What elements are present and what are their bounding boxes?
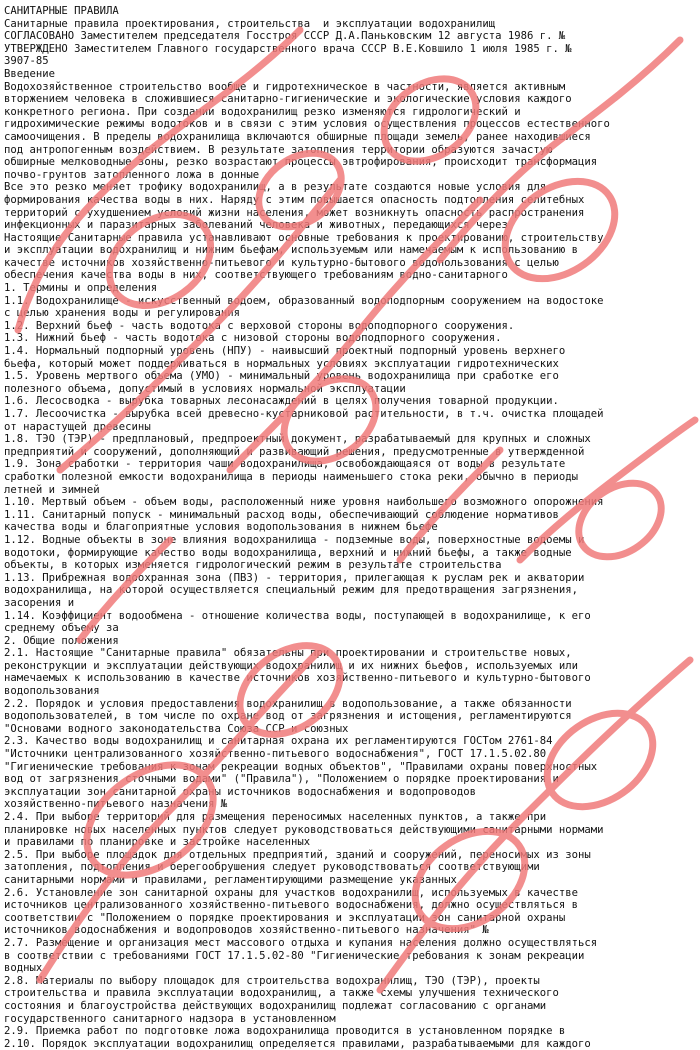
document-line: САНИТАРНЫЕ ПРАВИЛА bbox=[4, 5, 119, 17]
document-line: под антропогенным воздействием. В результате затопления территории образуются зачастую bbox=[4, 143, 553, 156]
document-line: водопользования bbox=[4, 685, 100, 698]
document-line: 1.13. Прибрежная водоохранная зона (ПВЗ) - территория, прилегающая к руслам рек и акватории bbox=[4, 571, 585, 584]
document-line: 1.9. Зона сработки - территория чаши водохранилища, освобождающаяся от воды в результате bbox=[4, 458, 566, 471]
document-line: государственного санитарного надзора в установленном bbox=[4, 1012, 336, 1025]
document-line: 1.5. Уровень мертвого объема (УМО) - минимальный уровень водохранилища при сработке его bbox=[4, 370, 559, 383]
document-line: 2. Общие положения bbox=[4, 634, 119, 647]
document-line: соответствии с "Положением о порядке проектирования и эксплуатации зон санитарной охраны bbox=[4, 911, 566, 924]
document-line: водотоки, формирующие качество воды водохранилища, верхний и нижний бьефы, а также водные bbox=[4, 546, 572, 559]
document-line: качества воды и благоприятные условия водопользования в нижнем бьефе bbox=[4, 521, 438, 534]
document-line: эксплуатации зон санитарной охраны источников водоснабжения и водопроводов bbox=[4, 785, 476, 798]
document-line: "Источники централизованного хозяйственно-питьевого водоснабжения", ГОСТ 17.1.5.02.80 bbox=[4, 748, 547, 761]
document-line: полезного объема, допустимый в условиях нормальной эксплуатации bbox=[4, 382, 406, 395]
document-line: 2.4. При выборе территорий для размещения переносимых населенных пунктов, а также при bbox=[4, 811, 547, 823]
document-line: 1.3. Нижний бьеф - часть водотока с низовой стороны водоподпорного сооружения. bbox=[4, 332, 502, 345]
document-line: 2.9. Приемка работ по подготовке ложа водохранилища проводится в установленном порядке в bbox=[4, 1025, 566, 1038]
document-line: затопления, подтопления и берегообрушения следует руководствоваться соответствующими bbox=[4, 861, 540, 874]
document-line: строительства и правила эксплуатации водохранилищ, а также схемы улучшения технического bbox=[4, 987, 559, 1000]
document-line: Все это резко меняет трофику водохранилищ, а в результате создаются новые условия для bbox=[4, 181, 547, 194]
document-line: 2.7. Размещение и организация мест массового отдыха и купания населения должно осуществляться bbox=[4, 936, 598, 949]
document-line: и правилами по планировке и застройке населенных bbox=[4, 836, 311, 849]
document-line: хозяйственно-питьевого назначения № bbox=[4, 798, 228, 811]
document-line: в соответствии с требованиями ГОСТ 17.1.5.02-80 "Гигиенические требования к зонам рекреации bbox=[4, 949, 585, 962]
document-line: территорий с ухудшением условий жизни населения, может возникнуть опасность распространения bbox=[4, 206, 585, 219]
document-line: состояния и благоустройства действующих водохранилищ подлежат согласованию с органами bbox=[4, 999, 547, 1012]
document-line: 1.6. Лесосводка - вырубка товарных лесонасаждений в целях получения товарной продукции. bbox=[4, 395, 559, 408]
document-line: конкретного региона. При создании водохранилищ резко изменяются гидрологический и bbox=[4, 105, 521, 118]
document-line: намечаемых к использованию в качестве источников хозяйственно-питьевого и культурно-бытового bbox=[4, 672, 591, 685]
document-line: 2.10. Порядок эксплуатации водохранилищ определяется правилами, разрабатываемыми для каждого bbox=[4, 1037, 591, 1050]
document-line: УТВЕРЖДЕНО Заместителем Главного государственного врача СССР В.Е.Ковшило 1 июля 1985 г. № bbox=[4, 42, 572, 55]
document-line: реконструкции и эксплуатации действующих водохранилищ и их нижних бьефов, используемых или bbox=[4, 659, 579, 672]
document-line: обширные мелководные зоны, резко возрастают процессы эвтрофирования, происходит трансформация bbox=[4, 156, 598, 169]
document-line: водохранилища, на которой осуществляется специальный режим для предотвращения загрязнения, bbox=[4, 584, 579, 597]
document-line: 1.7. Лесоочистка - вырубка всей древесно-кустарниковой растительности, в т.ч. очистка площадей bbox=[4, 408, 604, 420]
document-line: 1.2. Верхний бьеф - часть водотока с верховой стороны водоподпорного сооружения. bbox=[4, 319, 515, 332]
document-line: 2.5. При выборе площадок для отдельных предприятий, зданий и сооружений, переносимых из зоны bbox=[4, 848, 591, 861]
document-line: бьефа, который может поддерживаться в нормальных условиях эксплуатации гидротехнических bbox=[4, 357, 559, 370]
document-line: летней и зимней bbox=[4, 483, 100, 496]
document-line: "Основами водного законодательства Союза ССР и союзных bbox=[4, 722, 349, 735]
document-line: источников водоснабжения и водопроводов хозяйственно-питьевого назначения" № bbox=[4, 924, 489, 937]
document-line: СОГЛАСОВАНО Заместителем председателя Госстроя СССР Д.А.Паньковским 12 августа 1986 г. № bbox=[4, 30, 566, 43]
document-line: источников централизованного хозяйственно-питьевого водоснабжения, должно осуществляться в bbox=[4, 899, 579, 912]
document-line: почво-грунтов затопленного ложа в донные bbox=[4, 168, 260, 181]
document-line: 1.11. Санитарный попуск - минимальный расход воды, обеспечивающий соблюдение нормативов bbox=[4, 508, 559, 521]
document-line: гидрохимические режимы водотоков и в связи с этим условия осуществления процессов естественного bbox=[4, 118, 610, 131]
document-line: 1.1. Водохранилище - искусственный водоем, образованный водоподпорным сооружением на водостоке bbox=[4, 294, 604, 307]
document-line: вод от загрязнения сточными водами" ("Правила"), "Положением о порядке проектирования и bbox=[4, 773, 559, 786]
document-line: с целью хранения воды и регулирования bbox=[4, 307, 240, 320]
document-line: сработки полезной емкости водохранилища в периоды наименьшего стока реки, обычно в периоды bbox=[4, 470, 579, 483]
document-line: засорения и bbox=[4, 596, 75, 609]
document-line: 1.10. Мертвый объем - объем воды, расположенный ниже уровня наибольшего возможного опорожнения bbox=[4, 496, 604, 509]
document-line: Водохозяйственное строительство вообще и гидротехническое в частности, является активным bbox=[4, 80, 566, 93]
document-line: 2.6. Установление зон санитарной охраны для участков водохранилищ, используемых в качестве bbox=[4, 886, 579, 899]
document-line: водопользователей, в том числе по охране вод от загрязнения и истощения, регламентируются bbox=[4, 710, 572, 723]
document-line: 2.8. Материалы по выбору площадок для строительства водохранилищ, ТЭО (ТЭР), проекты bbox=[4, 974, 540, 987]
document-text bbox=[4, 5, 696, 1050]
document-line: 2.3. Качество воды водохранилищ и санитарная охрана их регламентируются ГОСТом 2761-84 bbox=[4, 735, 553, 748]
document-line: предприятий и сооружений, дополняющий и развивающий решения, предусмотренные в утвержденной bbox=[4, 445, 585, 458]
document-line: 3907-85 bbox=[4, 55, 49, 68]
document-line: обеспечения качества воды в них, соответствующего требованиям водно-санитарного bbox=[4, 269, 508, 282]
document-line: 1.4. Нормальный подпорный уровень (НПУ) - наивысший проектный подпорный уровень верхнего bbox=[4, 345, 566, 358]
document-line: самоочищения. В пределы водохранилища включаются обширные площади земель, ранее находившиеся bbox=[4, 130, 591, 143]
document-line: формирования качества воды в них. Наряду с этим повышается опасность подтопления селитебных bbox=[4, 193, 585, 206]
document-line: и эксплуатации водохранилищ и нижним бьефам, используемым или намечаемым к использованию в bbox=[4, 244, 579, 257]
document-line: санитарными нормами и правилами, регламентирующими размещение указанных bbox=[4, 873, 457, 886]
document-line: Санитарные правила проектирования, строительства и эксплуатации водохранилищ bbox=[4, 17, 496, 30]
document-line: качестве источников хозяйственно-питьевого и культурно-бытового водопользования с целью bbox=[4, 256, 559, 269]
document-line: водных bbox=[4, 962, 43, 975]
document-line: от нарастущей древесины bbox=[4, 420, 151, 433]
document-line: 1. Термины и определения bbox=[4, 282, 158, 295]
document-line: инфекционных и паразитарных заболеваний человека и животных, передающихся через bbox=[4, 219, 508, 232]
document-line: 2.2. Порядок и условия предоставления водохранилищ в водопользование, а также обязанности bbox=[4, 697, 572, 710]
document-line: вторжением человека в сложившиеся санитарно-гигиенические и экологические условия каждого bbox=[4, 93, 572, 106]
document-line: планировке новых населенных пунктов следует руководствоваться действующими санитарными нормами bbox=[4, 823, 604, 836]
document-line: объекты, в которых изменяется гидрологический режим в результате строительства bbox=[4, 559, 502, 572]
document-line: "Гигиенические требования к зонам рекреации водных объектов", "Правилами охраны поверхностных bbox=[4, 760, 598, 773]
document-line: среднему объему за bbox=[4, 622, 119, 635]
document-line: 2.1. Настоящие "Санитарные правила" обязательны при проектировании и строительстве новых, bbox=[4, 647, 572, 660]
document-line: Введение bbox=[4, 67, 56, 80]
document-line: 1.8. ТЭО (ТЭР) - предплановый, предпроектный документ, разрабатываемый для крупных и сложных bbox=[4, 433, 591, 446]
document-line: 1.14. Коэффициент водообмена - отношение количества воды, поступающей в водохранилище, к его bbox=[4, 609, 591, 622]
document-line: Настоящие Санитарные правила устанавливают основные требования к проектированию, строительству bbox=[4, 231, 604, 244]
document-line: 1.12. Водные объекты в зоне влияния водохранилища - подземные воды, поверхностные водоемы и bbox=[4, 533, 585, 546]
